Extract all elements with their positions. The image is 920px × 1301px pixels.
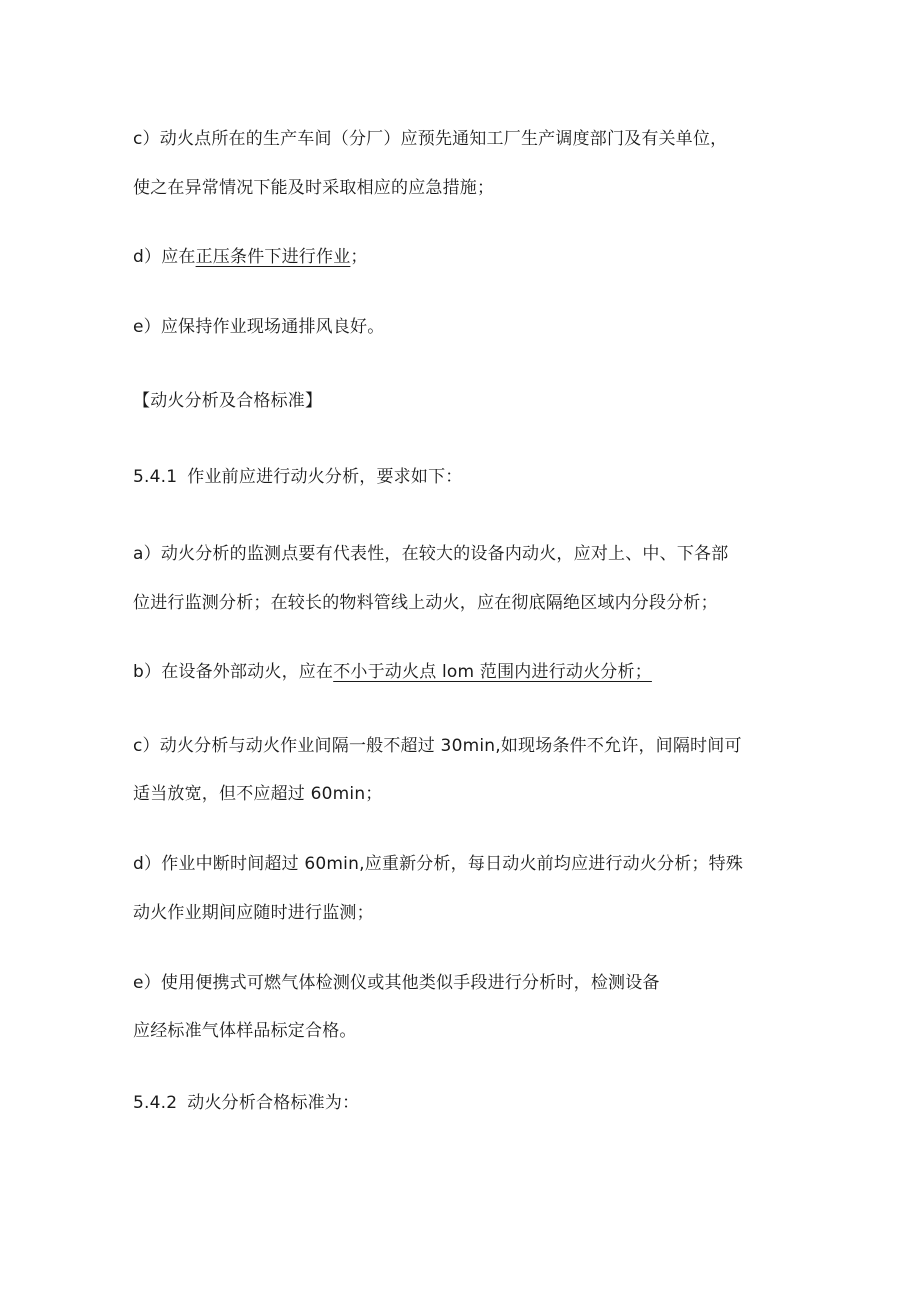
clause-5-4-1-text: 作业前应进行动火分析，要求如下： (187, 467, 463, 487)
analysis-b (133, 661, 652, 683)
item-d-suffix: ； (350, 247, 368, 267)
item-d-underlined: 正压条件下进行作业 (195, 247, 351, 267)
analysis-b-prefix: b）在设备外部动火，应在 (133, 662, 334, 682)
item-e-line-1: e）应保持作业现场通排风良好。 (133, 317, 385, 337)
clause-5-4-1-number: 5.4.1 (133, 467, 178, 487)
item-d (133, 246, 368, 268)
clause-5-4-2-text: 动火分析合格标准为： (187, 1093, 360, 1113)
item-c-line-1: c）动火点所在的生产车间（分厂）应预先通知工厂生产调度部门及有关单位， (133, 129, 728, 149)
analysis-d-line-1: d）作业中断时间超过 60min,应重新分析，每日动火前均应进行动火分析；特殊 (133, 854, 744, 874)
analysis-a-line-2: 位进行监测分析；在较长的物料管线上动火，应在彻底隔绝区域内分段分析； (133, 593, 718, 613)
analysis-e-line-2: 应经标准气体样品标定合格。 (133, 1021, 357, 1041)
analysis-d-line-2: 动火作业期间应随时进行监测； (133, 903, 374, 923)
analysis-e-line-1: e）使用便携式可燃气体检测仪或其他类似手段进行分析时，检测设备 (133, 973, 660, 993)
item-d-prefix: d）应在 (133, 247, 196, 267)
analysis-c-line-1: c）动火分析与动火作业间隔一般不超过 30min,如现场条件不允许，间隔时间可 (133, 736, 742, 756)
analysis-c-line-2: 适当放宽，但不应超过 60min； (133, 784, 383, 804)
clause-5-4-2-number: 5.4.2 (133, 1093, 178, 1113)
clause-5-4-1 (133, 466, 462, 488)
section-heading: 【动火分析及合格标准】 (133, 391, 323, 411)
analysis-b-underlined: 不小于动火点 lom 范围内进行动火分析； (333, 662, 652, 682)
analysis-a-line-1: a）动火分析的监测点要有代表性，在较大的设备内动火，应对上、中、下各部 (133, 544, 729, 564)
item-c-line-2: 使之在异常情况下能及时采取相应的应急措施； (133, 178, 495, 198)
clause-5-4-2 (133, 1092, 359, 1114)
